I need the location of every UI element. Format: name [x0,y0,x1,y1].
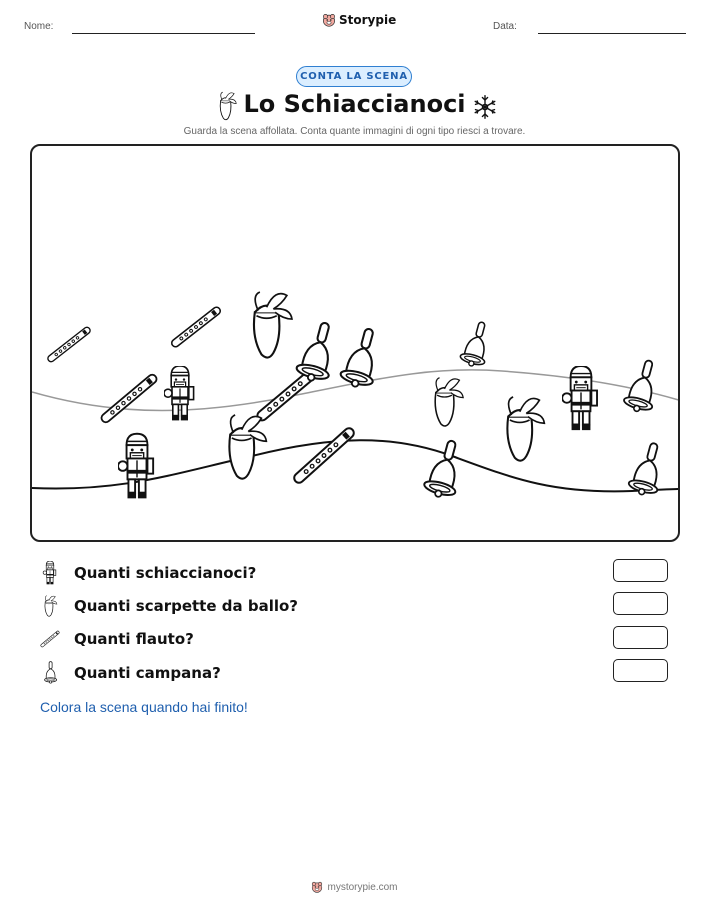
question-bell [38,661,221,685]
ballet-shoe-item [218,410,272,484]
storypie-logo-icon [311,881,323,893]
ballet-shoe-item [497,392,549,466]
activity-badge: CONTA LA SCENA [296,66,412,87]
footer-url[interactable]: mystorypie.com [327,881,398,893]
nutcracker-item [118,432,156,502]
ballet-shoe-icon [38,594,62,618]
page-title: Lo Schiaccianoci [243,90,466,118]
answer-box-flute[interactable] [613,626,668,649]
answer-box-ballet-shoe[interactable] [613,592,668,615]
name-line[interactable] [72,33,255,34]
date-line[interactable] [538,33,686,34]
question-nutcracker [38,561,256,585]
question-ballet-shoe [38,594,298,618]
nutcracker-item [164,366,196,422]
answer-box-bell[interactable] [613,659,668,682]
question-flute [38,627,194,651]
name-label: Nome: [24,21,54,32]
storypie-logo-icon [322,13,336,27]
ballet-shoe-item [244,287,296,363]
question-text: Quanti scarpette da ballo? [74,597,298,615]
coloring-note: Colora la scena quando hai finito! [40,699,248,715]
bell-icon [38,661,62,685]
question-text: Quanti schiaccianoci? [74,564,257,582]
counting-scene [30,144,680,542]
snowflake-icon [472,94,498,120]
footer [0,881,709,893]
instructions: Guarda la scena affollata. Conta quante immagini di ogni tipo riesci a trovare. [183,126,526,137]
ballet-shoe-item [428,374,466,430]
nutcracker-icon [38,561,62,585]
flute-icon [38,627,62,651]
question-text: Quanti flauto? [74,630,194,648]
nutcracker-item [562,366,600,432]
answer-box-nutcracker[interactable] [613,559,668,582]
brand-name: Storypie [339,13,397,27]
question-text: Quanti campana? [74,664,221,682]
date-label: Data: [493,21,517,32]
brand [322,13,396,27]
